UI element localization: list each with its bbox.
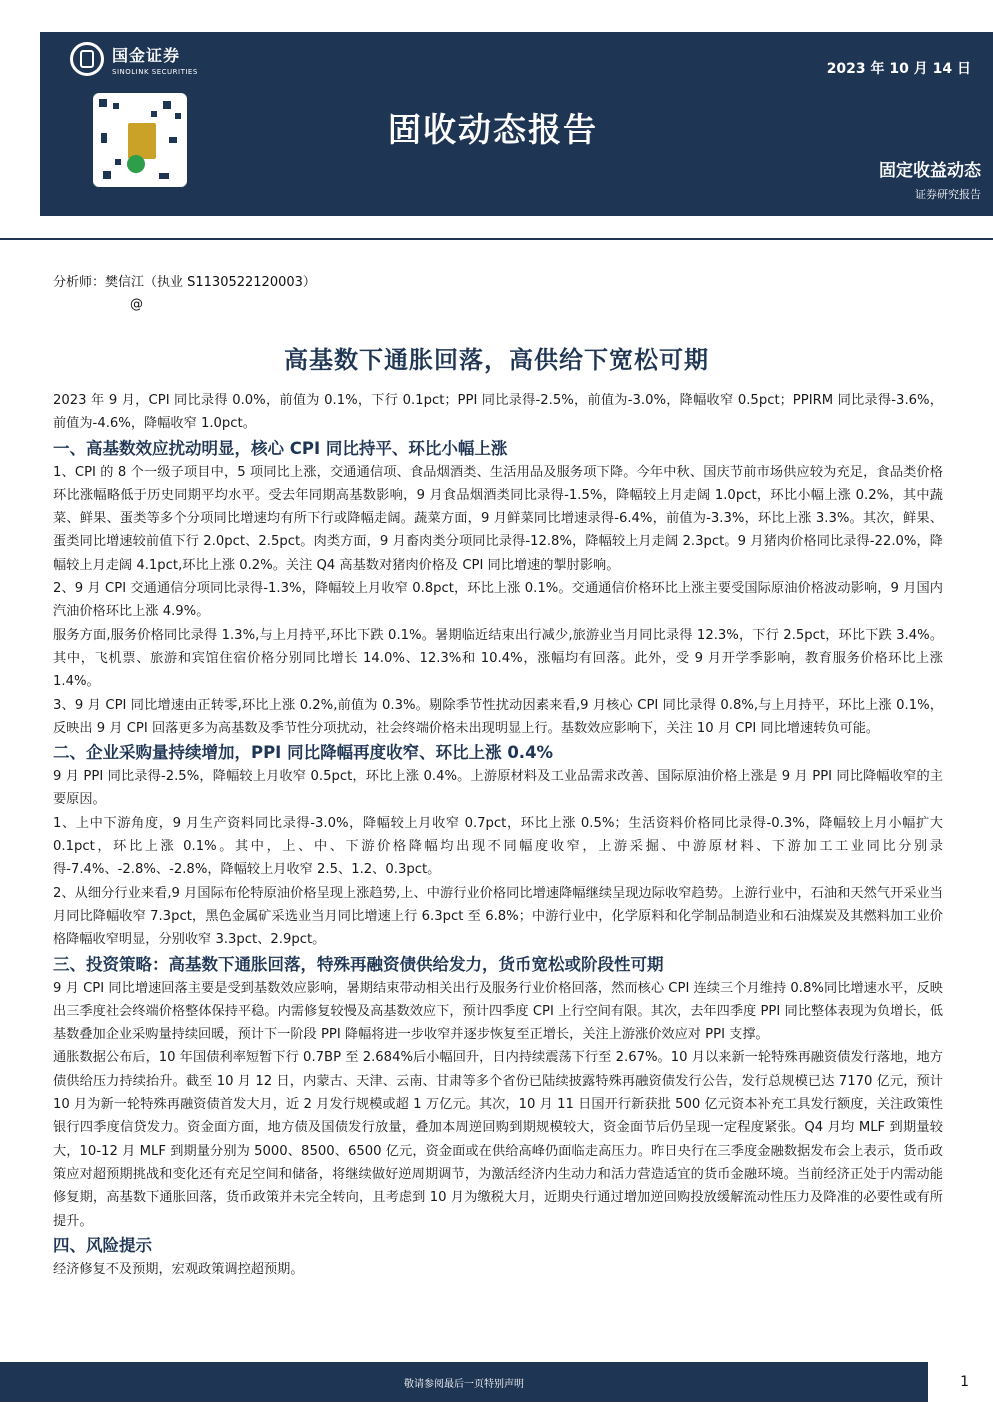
analyst-name: 分析师：樊信江（执业 S1130522120003） [53, 275, 316, 290]
report-category: 固定收益动态 [879, 161, 981, 181]
report-date: 2023 年 10 月 14 日 [826, 61, 971, 77]
section-3-paragraph-2: 通胀数据公布后，10 年国债利率短暂下行 0.7BP 至 2.684%后小幅回升，日内持续震荡下行至 2.67%。10 月以来新一轮特殊再融资债发行落地，地方债供给压力持续抬升。截至 10 月 12 日，内蒙古、天津、云南、甘肃等多个省份已陆续披露特殊再融资债发行公告，发行总规模已达 7170 亿元，预计 10 月为新一轮特殊再融资债首发大月，近 2 月发行规模或超 1 万亿元。其次，10 月 11 日国开行新获批 500 亿元资本补充工具发行额度，关注政策性银行四季度信贷发力。资金面方面，地方债及国债发行放量，叠加本周逆回购到期规模较大，资金面节后仍呈现一定程度紧张。Q4 月均 MLF 到期量较大，10-12 月 MLF 到期量分别为 5000、8500、6500 亿元，资金面或在供给高峰仍面临走高压力。昨日央行在三季度金融数据发布会上表示，货币政策应对超预期挑战和变化还有充足空间和储备，将继续做好逆周期调节，为激活经济内生动力和活力营造适宜的货币金融环境。当前经济正处于内需动能修复期，高基数下通胀回落，货币政策并未完全转向，且考虑到 10 月为缴税大月，近期央行通过增加逆回购投放缓解流动性压力及降准的必要性或有所提升。 [53, 1050, 943, 1229]
section-1-paragraph-2: 2、9 月 CPI 交通通信分项同比录得-1.3%，降幅较上月收窄 0.8pct，环比上涨 0.1%。交通通信价格环比上涨主要受国际原油价格波动影响，9 月国内汽油价格环比上涨 4.9%。 [53, 581, 943, 620]
page-number: 1 [960, 1374, 969, 1390]
disclaimer-note: 敬请参阅最后一页特别声明 [404, 1378, 524, 1390]
section-2-heading: 二、企业采购量持续增加，PPI 同比降幅再度收窄、环比上涨 0.4% [53, 743, 554, 763]
header-divider [0, 238, 993, 240]
section-1-paragraph-3: 服务方面,服务价格同比录得 1.3%,与上月持平,环比下跌 0.1%。暑期临近结束出行减少,旅游业当月同比录得 12.3%，下行 2.5pct，环比下跌 3.4%。其中，飞机票、旅游和宾馆住宿价格分别同比增长 14.0%、12.3%和 10.4%，涨幅均有回落。此外，受 9 月开学季影响，教育服务价格环比上涨 1.4%。 [53, 627, 943, 690]
section-3-heading: 三、投资策略：高基数下通胀回落，特殊再融资债供给发力，货币宽松或阶段性可期 [53, 954, 664, 974]
section-2-paragraph-3: 2、从细分行业来看,9 月国际布伦特原油价格呈现上涨趋势,上、中游行业价格同比增速降幅继续呈现边际收窄趋势。上游行业中，石油和天然气开采业当月同比降幅收窄 7.3pct，黑色金属矿采选业当月同比增速上行 6.3pct 至 6.8%；中游行业中，化学原料和化学制品制造业和石油煤炭及其燃料加工业价格降幅收窄明显，分别收窄 3.3pct、2.9pct。 [53, 885, 943, 948]
analyst-email: @ [130, 297, 143, 312]
section-3-paragraph-1: 9 月 CPI 同比增速回落主要是受到基数效应影响，暑期结束带动相关出行及服务行业价格回落，然而核心 CPI 连续三个月维持 0.8%同比增速水平，反映出三季度社会终端价格整体保持平稳。内需修复较慢及高基数效应下，预计四季度 CPI 上行空间有限。其次，去年四季度 PPI 同比整体表现为负增长，低基数叠加企业采购量持续回暖，预计下一阶段 PPI 降幅将进一步收窄并逐步恢复至正增长，关注上游涨价效应对 PPI 支撑。 [53, 980, 943, 1043]
section-2-paragraph-1: 9 月 PPI 同比录得-2.5%，降幅较上月收窄 0.5pct，环比上涨 0.4%。上游原材料及工业品需求改善、国际原油价格上涨是 9 月 PPI 同比降幅收窄的主要原因。 [53, 769, 943, 808]
logo-cn-text: 国金证券 [112, 45, 181, 65]
report-subcategory: 证券研究报告 [915, 188, 981, 201]
report-headline: 高基数下通胀回落，高供给下宽松可期 [284, 346, 709, 374]
section-4-paragraph-1: 经济修复不及预期，宏观政策调控超预期。 [53, 1261, 304, 1277]
section-1-paragraph-1: 1、CPI 的 8 个一级子项目中，5 项同比上涨，交通通信项、食品烟酒类、生活用品及服务项下降。今年中秋、国庆节前市场供应较为充足，食品类价格环比涨幅略低于历史同期平均水平。受去年同期高基数影响，9 月食品烟酒类同比录得-1.5%，降幅较上月走阔 1.0pct，环比小幅上涨 0.2%，其中蔬菜、鲜果、蛋类等多个分项同比增速均有所下行或降幅走阔。蔬菜方面，9 月鲜菜同比增速录得-6.4%，前值为-3.3%，环比上涨 3.3%。其次，鲜果、蛋类同比增速较前值下行 2.0pct、2.5pct。肉类方面，9 月畜肉类分项同比录得-12.8%，降幅较上月走阔 2.3pct。9 月猪肉价格同比录得-22.0%，降幅较上月走阔 4.1pct,环比上涨 0.2%。关注 Q4 高基数对猪肉价格及 CPI 同比增速的掣肘影响。 [53, 464, 943, 573]
qr-code-icon [93, 93, 187, 187]
section-2-paragraph-2: 1、上中下游角度，9 月生产资料同比录得-3.0%，降幅较上月收窄 0.7pct，环比上涨 0.5%；生活资料价格同比录得-0.3%，降幅较上月小幅扩大 0.1pct，环比上涨 0.1%。其中，上、中、下游价格降幅均出现不同幅度收窄，上游采掘、中游原材料、下游加工工业同比分别录得-7.4%、-2.8%、-2.8%，降幅较上月收窄 2.5、1.2、0.3pct。 [53, 815, 943, 878]
section-1-heading: 一、高基数效应扰动明显，核心 CPI 同比持平、环比小幅上涨 [53, 438, 508, 458]
report-body [53, 389, 943, 1281]
analyst-info [53, 272, 316, 316]
report-type-title: 固收动态报告 [388, 110, 598, 149]
footer-band [0, 1362, 928, 1402]
section-4-heading: 四、风险提示 [53, 1235, 152, 1255]
logo-en-text: SINOLINK SECURITIES [112, 67, 198, 76]
logo-mark-icon [70, 42, 104, 76]
company-logo [70, 42, 198, 76]
intro-paragraph: 2023 年 9 月，CPI 同比录得 0.0%，前值为 0.1%，下行 0.1pct；PPI 同比录得-2.5%，前值为-3.0%，降幅收窄 0.5pct；PPIRM 同比录得-3.6%，前值为-4.6%，降幅收窄 1.0pct。 [53, 393, 943, 432]
section-1-paragraph-4: 3、9 月 CPI 同比增速由正转零,环比上涨 0.2%,前值为 0.3%。剔除季节性扰动因素来看,9 月核心 CPI 同比录得 0.8%,与上月持平，环比上涨 0.1%，反映出 9 月 CPI 回落更多为高基数及季节性分项扰动，社会终端价格未出现明显上行。基数效应影响下，关注 10 月 CPI 同比增速转负可能。 [53, 697, 943, 736]
